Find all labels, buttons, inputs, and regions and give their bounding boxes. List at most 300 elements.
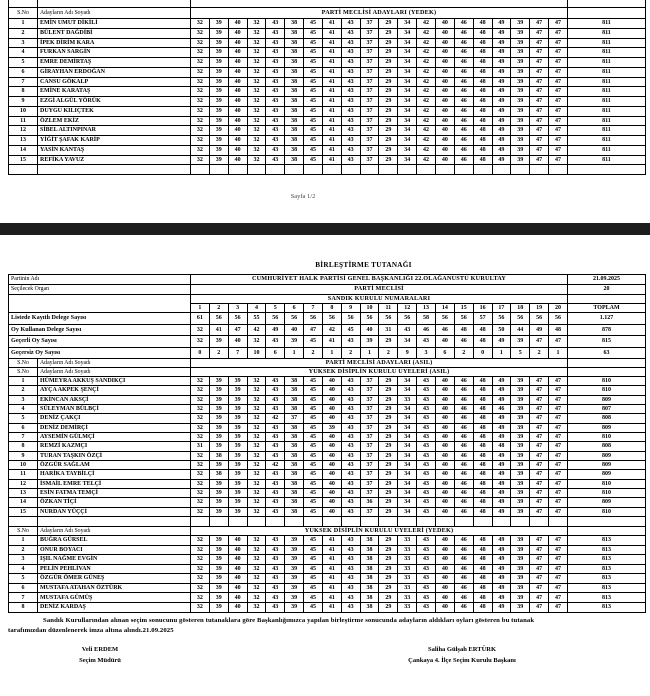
vote-cell: 33 xyxy=(398,395,417,404)
vote-cell: 34 xyxy=(398,507,417,516)
vote-cell: 47 xyxy=(530,423,549,432)
vote-cell: 43 xyxy=(266,583,285,593)
vote-cell: 41 xyxy=(322,28,341,38)
vote-cell: 34 xyxy=(398,145,417,155)
vote-cell: 33 xyxy=(398,593,417,603)
vote-cell: 43 xyxy=(417,470,436,479)
vote-cell: 37 xyxy=(360,106,379,116)
vote-cell: 29 xyxy=(379,395,398,404)
candidate-row xyxy=(9,87,646,97)
vote-cell: 40 xyxy=(435,442,454,451)
candidate-row xyxy=(9,58,646,68)
vote-cell: 40 xyxy=(435,336,454,348)
vote-cell: 48 xyxy=(473,106,492,116)
vote-cell: 41 xyxy=(322,136,341,146)
vote-cell: 39 xyxy=(209,405,228,414)
vote-cell: 38 xyxy=(285,87,304,97)
vote-cell: 42 xyxy=(417,87,436,97)
vote-cell: 43 xyxy=(341,405,360,414)
vote-cell: 39 xyxy=(511,136,530,146)
name-header-cell: Adayların Adı Soyadı xyxy=(38,8,191,19)
vote-cell xyxy=(285,517,304,527)
vote-cell: 39 xyxy=(228,489,247,498)
box-number-cell: 14 xyxy=(435,304,454,313)
vote-cell: 1 xyxy=(492,347,511,359)
vote-cell: 47 xyxy=(549,583,568,593)
vote-cell: 47 xyxy=(549,423,568,432)
vote-cell: 37 xyxy=(360,48,379,58)
vote-cell: 45 xyxy=(304,603,323,613)
vote-cell: 40 xyxy=(228,116,247,126)
vote-cell: 56 xyxy=(530,313,549,325)
vote-cell: 47 xyxy=(549,77,568,87)
candidate-row xyxy=(9,461,646,470)
candidate-row xyxy=(9,583,646,593)
box-number-cell: 15 xyxy=(454,304,473,313)
vote-cell: 32 xyxy=(247,67,266,77)
vote-cell xyxy=(341,165,360,175)
vote-cell: 48 xyxy=(473,535,492,545)
vote-cell: 1 xyxy=(322,347,341,359)
party-label-cell: Partinin Adı xyxy=(9,275,191,285)
vote-cell: 39 xyxy=(209,603,228,613)
vote-cell: 32 xyxy=(247,489,266,498)
vote-cell: 49 xyxy=(492,38,511,48)
vote-cell: 2 xyxy=(379,347,398,359)
vote-cell: 40 xyxy=(322,376,341,385)
candidate-row xyxy=(9,405,646,414)
total-cell: 811 xyxy=(567,106,645,116)
vote-cell: 49 xyxy=(492,136,511,146)
vote-cell: 46 xyxy=(454,442,473,451)
vote-cell: 43 xyxy=(341,395,360,404)
vote-cell: 29 xyxy=(379,414,398,423)
vote-cell: 40 xyxy=(228,555,247,565)
vote-cell: 37 xyxy=(360,442,379,451)
vote-cell: 47 xyxy=(530,38,549,48)
sandik-header-cell: SANDIK KURULU NUMARALARI xyxy=(191,295,568,304)
vote-cell: 43 xyxy=(417,442,436,451)
vote-cell: 45 xyxy=(304,451,323,460)
vote-cell: 29 xyxy=(379,405,398,414)
vote-cell: 40 xyxy=(435,77,454,87)
vote-cell: 32 xyxy=(247,545,266,555)
sno-cell: 12 xyxy=(9,479,38,488)
vote-cell: 39 xyxy=(228,461,247,470)
vote-cell: 39 xyxy=(209,87,228,97)
vote-cell: 45 xyxy=(304,145,323,155)
vote-cell: 45 xyxy=(304,386,323,395)
vote-cell: 45 xyxy=(304,87,323,97)
vote-cell: 39 xyxy=(209,479,228,488)
vote-cell: 39 xyxy=(511,87,530,97)
vote-cell: 45 xyxy=(304,545,323,555)
vote-cell: 39 xyxy=(511,555,530,565)
stat-row xyxy=(9,336,646,348)
vote-cell: 29 xyxy=(379,19,398,29)
vote-cell: 47 xyxy=(549,479,568,488)
sno-cell: 2 xyxy=(9,386,38,395)
vote-cell: 49 xyxy=(492,155,511,165)
vote-cell: 39 xyxy=(511,19,530,29)
vote-cell: 48 xyxy=(473,574,492,584)
vote-cell: 32 xyxy=(191,28,210,38)
vote-cell: 42 xyxy=(417,106,436,116)
vote-cell: 49 xyxy=(492,376,511,385)
vote-cell: 47 xyxy=(549,545,568,555)
vote-cell: 40 xyxy=(228,336,247,348)
vote-cell: 39 xyxy=(285,336,304,348)
vote-cell: 39 xyxy=(511,336,530,348)
vote-cell: 56 xyxy=(435,313,454,325)
vote-cell: 56 xyxy=(322,313,341,325)
vote-cell: 29 xyxy=(379,583,398,593)
total-cell xyxy=(567,0,645,8)
vote-cell: 37 xyxy=(360,67,379,77)
vote-cell: 45 xyxy=(304,564,323,574)
vote-cell: 32 xyxy=(247,405,266,414)
vote-cell: 46 xyxy=(454,535,473,545)
vote-cell: 32 xyxy=(247,155,266,165)
vote-cell xyxy=(473,165,492,175)
total-cell: 811 xyxy=(567,38,645,48)
vote-cell: 40 xyxy=(435,535,454,545)
vote-cell: 49 xyxy=(492,555,511,565)
vote-cell: 46 xyxy=(454,67,473,77)
organ-row xyxy=(9,285,646,295)
box-number-cell: 4 xyxy=(247,304,266,313)
vote-cell xyxy=(492,165,511,175)
total-cell: 878 xyxy=(568,324,646,336)
vote-cell: 56 xyxy=(209,313,228,325)
vote-cell: 41 xyxy=(322,116,341,126)
total-cell: 811 xyxy=(567,67,645,77)
vote-cell: 43 xyxy=(341,489,360,498)
total-cell: 809 xyxy=(568,395,646,404)
table-header-row xyxy=(9,368,646,377)
vote-cell: 40 xyxy=(435,106,454,116)
vote-cell: 44 xyxy=(511,324,530,336)
vote-cell: 47 xyxy=(549,19,568,29)
vote-cell: 32 xyxy=(247,507,266,516)
total-header-cell xyxy=(568,368,646,377)
name-cell: ÖZKAN TİÇİ xyxy=(38,498,191,507)
vote-cell: 49 xyxy=(492,583,511,593)
vote-cell: 29 xyxy=(379,67,398,77)
vote-cell: 47 xyxy=(530,58,549,68)
sno-cell: 13 xyxy=(9,136,38,146)
vote-cell: 29 xyxy=(379,48,398,58)
vote-cell: 32 xyxy=(191,479,210,488)
total-cell: 809 xyxy=(568,451,646,460)
vote-cell: 43 xyxy=(266,405,285,414)
vote-cell: 57 xyxy=(473,313,492,325)
vote-cell: 34 xyxy=(398,97,417,107)
vote-cell: 43 xyxy=(266,136,285,146)
vote-cell: 39 xyxy=(360,336,379,348)
vote-cell: 47 xyxy=(549,433,568,442)
vote-cell: 41 xyxy=(322,336,341,348)
sno-cell xyxy=(9,165,38,175)
vote-cell: 39 xyxy=(511,405,530,414)
sno-cell: 5 xyxy=(9,414,38,423)
vote-cell: 43 xyxy=(266,28,285,38)
vote-cell: 29 xyxy=(379,489,398,498)
total-cell: 809 xyxy=(568,461,646,470)
stat-row xyxy=(9,324,646,336)
box-number-cell: 13 xyxy=(417,304,436,313)
vote-cell: 29 xyxy=(379,479,398,488)
vote-cell: 46 xyxy=(454,19,473,29)
vote-cell: 38 xyxy=(285,405,304,414)
candidate-row xyxy=(9,593,646,603)
vote-cell: 39 xyxy=(209,336,228,348)
vote-cell: 48 xyxy=(473,126,492,136)
vote-cell: 43 xyxy=(417,555,436,565)
vote-cell: 47 xyxy=(549,564,568,574)
vote-cell: 43 xyxy=(266,106,285,116)
vote-cell: 39 xyxy=(228,479,247,488)
vote-cell: 56 xyxy=(360,313,379,325)
vote-cell: 43 xyxy=(341,535,360,545)
vote-cell: 46 xyxy=(454,545,473,555)
vote-cell: 40 xyxy=(322,442,341,451)
total-cell: 813 xyxy=(568,535,646,545)
vote-cell: 43 xyxy=(266,593,285,603)
vote-cell: 32 xyxy=(247,498,266,507)
vote-cell: 32 xyxy=(191,19,210,29)
vote-cell: 40 xyxy=(360,324,379,336)
vote-cell: 34 xyxy=(398,386,417,395)
vote-cell: 41 xyxy=(209,324,228,336)
total-cell: 811 xyxy=(567,126,645,136)
vote-cell: 45 xyxy=(304,376,323,385)
empty-rows xyxy=(9,165,646,175)
signer-title: Çankaya 4. İlçe Seçim Kurulu Başkanı xyxy=(408,657,516,664)
vote-cell: 43 xyxy=(266,451,285,460)
vote-cell: 32 xyxy=(247,470,266,479)
total-cell: 809 xyxy=(568,423,646,432)
vote-cell: 39 xyxy=(511,479,530,488)
vote-cell: 42 xyxy=(417,136,436,146)
vote-cell: 43 xyxy=(341,423,360,432)
vote-cell: 47 xyxy=(549,386,568,395)
vote-cell: 45 xyxy=(304,507,323,516)
total-cell: 813 xyxy=(568,564,646,574)
total-cell: 813 xyxy=(568,583,646,593)
vote-cell: 42 xyxy=(247,324,266,336)
vote-cell: 43 xyxy=(341,574,360,584)
vote-cell: 39 xyxy=(511,58,530,68)
page-number: Sayfa 1/2 xyxy=(290,193,316,200)
vote-cell: 47 xyxy=(549,97,568,107)
vote-cell: 39 xyxy=(511,145,530,155)
vote-cell: 43 xyxy=(341,451,360,460)
vote-cell: 40 xyxy=(228,19,247,29)
vote-cell: 47 xyxy=(530,116,549,126)
vote-cell: 47 xyxy=(549,405,568,414)
total-cell: 813 xyxy=(568,574,646,584)
vote-cell: 45 xyxy=(304,535,323,545)
vote-cell: 32 xyxy=(247,97,266,107)
vote-cell: 40 xyxy=(228,48,247,58)
vote-cell: 56 xyxy=(379,313,398,325)
name-cell: ESİN FATMA TEMÇİ xyxy=(38,489,191,498)
vote-cell: 47 xyxy=(530,376,549,385)
vote-cell: 46 xyxy=(454,498,473,507)
vote-cell: 48 xyxy=(473,593,492,603)
vote-cell xyxy=(266,165,285,175)
sno-cell: 13 xyxy=(9,489,38,498)
vote-cell: 39 xyxy=(511,442,530,451)
asil-candidate-rows xyxy=(9,376,646,516)
vote-cell: 40 xyxy=(322,507,341,516)
vote-cell: 47 xyxy=(549,414,568,423)
vote-cell: 39 xyxy=(511,593,530,603)
vote-cell: 41 xyxy=(322,155,341,165)
vote-cell: 43 xyxy=(266,376,285,385)
vote-cell: 42 xyxy=(417,126,436,136)
vote-cell: 41 xyxy=(322,574,341,584)
vote-cell: 32 xyxy=(247,535,266,545)
vote-cell xyxy=(228,165,247,175)
sno-cell: 2 xyxy=(9,28,38,38)
vote-cell: 29 xyxy=(379,603,398,613)
vote-cell: 39 xyxy=(209,126,228,136)
vote-cell: 43 xyxy=(266,423,285,432)
vote-cell: 39 xyxy=(511,376,530,385)
total-cell: 810 xyxy=(568,386,646,395)
vote-cell: 39 xyxy=(209,498,228,507)
signature-left xyxy=(30,644,170,666)
vote-cell: 1 xyxy=(285,347,304,359)
vote-cell: 48 xyxy=(473,442,492,451)
vote-cell: 39 xyxy=(285,593,304,603)
vote-cell: 32 xyxy=(191,433,210,442)
vote-cell: 40 xyxy=(228,545,247,555)
vote-cell: 38 xyxy=(285,479,304,488)
vote-cell: 34 xyxy=(398,136,417,146)
total-cell: 810 xyxy=(568,507,646,516)
vote-cell: 46 xyxy=(454,106,473,116)
vote-cell: 40 xyxy=(228,603,247,613)
vote-cell: 43 xyxy=(341,58,360,68)
vote-cell: 47 xyxy=(549,87,568,97)
box-number-cell: 7 xyxy=(304,304,323,313)
sandik-header-row xyxy=(9,295,646,304)
empty-row xyxy=(9,165,646,175)
document-title: BİRLEŞTİRME TUTANAĞI xyxy=(315,261,412,269)
vote-cell: 38 xyxy=(209,451,228,460)
vote-cell: 43 xyxy=(341,38,360,48)
vote-cell: 47 xyxy=(530,145,549,155)
sno-cell: 4 xyxy=(9,405,38,414)
vote-cell: 33 xyxy=(398,574,417,584)
vote-cell: 45 xyxy=(304,489,323,498)
vote-cell: 46 xyxy=(454,155,473,165)
vote-cell: 29 xyxy=(379,336,398,348)
vote-cell: 39 xyxy=(511,583,530,593)
vote-cell: 38 xyxy=(360,574,379,584)
vote-cell: 39 xyxy=(228,386,247,395)
vote-cell: 47 xyxy=(530,77,549,87)
vote-cell: 46 xyxy=(454,461,473,470)
vote-cell: 39 xyxy=(322,423,341,432)
vote-cell: 34 xyxy=(398,48,417,58)
sno-header-cell: S.No xyxy=(9,8,38,19)
vote-cell xyxy=(322,165,341,175)
vote-cell: 39 xyxy=(285,555,304,565)
vote-cell: 41 xyxy=(322,58,341,68)
vote-cell: 47 xyxy=(549,58,568,68)
vote-cell: 48 xyxy=(473,433,492,442)
candidate-row xyxy=(9,479,646,488)
vote-cell: 32 xyxy=(247,145,266,155)
box-number-cell: 6 xyxy=(285,304,304,313)
vote-cell xyxy=(530,517,549,527)
vote-cell: 46 xyxy=(454,38,473,48)
vote-cell: 43 xyxy=(341,386,360,395)
vote-cell: 45 xyxy=(304,136,323,146)
span-cell xyxy=(191,0,568,8)
sno-cell: 1 xyxy=(9,535,38,545)
vote-cell: 32 xyxy=(247,19,266,29)
vote-cell: 38 xyxy=(285,470,304,479)
vote-cell: 49 xyxy=(492,28,511,38)
vote-cell: 40 xyxy=(322,489,341,498)
vote-cell: 32 xyxy=(191,405,210,414)
vote-cell: 39 xyxy=(209,77,228,87)
vote-cell: 43 xyxy=(341,145,360,155)
vote-cell: 40 xyxy=(228,574,247,584)
vote-cell: 47 xyxy=(549,126,568,136)
vote-cell: 42 xyxy=(417,67,436,77)
vote-cell: 29 xyxy=(379,461,398,470)
name-cell: EKİNCAN AKSÇİ xyxy=(38,395,191,404)
vote-cell: 41 xyxy=(322,583,341,593)
table-header-row xyxy=(9,359,646,368)
vote-cell: 29 xyxy=(379,155,398,165)
vote-cell: 38 xyxy=(285,507,304,516)
vote-cell: 38 xyxy=(285,58,304,68)
vote-cell: 48 xyxy=(473,376,492,385)
box-number-cell: 2 xyxy=(209,304,228,313)
vote-cell: 43 xyxy=(341,555,360,565)
name-cell: FURKAN SARGİN xyxy=(38,48,191,58)
vote-cell: 48 xyxy=(473,28,492,38)
vote-cell: 39 xyxy=(209,442,228,451)
vote-cell: 43 xyxy=(398,324,417,336)
vote-cell: 56 xyxy=(266,313,285,325)
candidate-row xyxy=(9,574,646,584)
vote-cell: 34 xyxy=(398,498,417,507)
vote-cell: 48 xyxy=(473,87,492,97)
vote-cell: 7 xyxy=(228,347,247,359)
vote-cell: 34 xyxy=(398,336,417,348)
vote-cell: 40 xyxy=(322,461,341,470)
vote-cell: 32 xyxy=(191,583,210,593)
box-number-cell: 16 xyxy=(473,304,492,313)
vote-cell: 47 xyxy=(530,19,549,29)
vote-cell: 48 xyxy=(473,97,492,107)
candidate-row xyxy=(9,414,646,423)
candidate-row xyxy=(9,555,646,565)
stat-label-cell: Geçerli Oy Sayısı xyxy=(9,336,191,348)
vote-cell: 43 xyxy=(266,386,285,395)
box-number-cell: 19 xyxy=(530,304,549,313)
vote-cell: 33 xyxy=(398,564,417,574)
vote-cell xyxy=(511,517,530,527)
